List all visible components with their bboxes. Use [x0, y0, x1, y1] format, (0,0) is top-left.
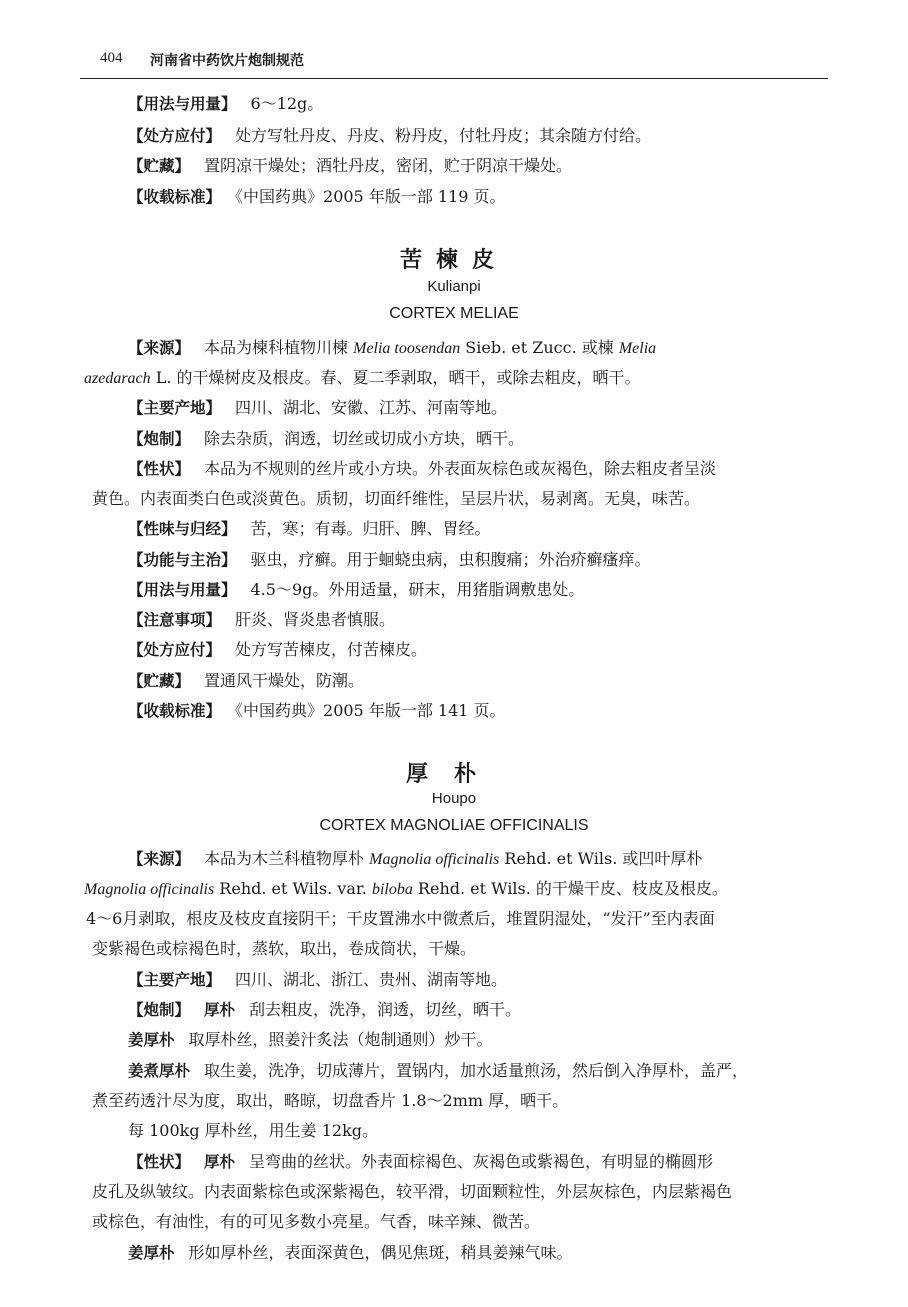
kulianpi-title: 苦楝皮 — [399, 248, 508, 273]
kulianpi-character-cont: 黄色。内表面类白色或淡黄色。质韧，切面纤维性，呈层片状，易剥离。无臭，味苦。 — [92, 489, 701, 508]
latin-epithet: azedarach — [84, 370, 151, 387]
kulianpi-processing — [128, 428, 828, 450]
kulianpi-prescription-text: 处方写苦楝皮，付苦楝皮。 — [235, 640, 428, 659]
kulianpi-function-text: 驱虫，疗癣。用于蛔蛲虫病，虫积腹痛；外治疥癣瘙痒。 — [250, 550, 651, 569]
kulianpi-source-text: Sieb. et Zucc. 或楝 — [460, 338, 619, 357]
kulianpi-caution-text: 肝炎、肾炎患者慎服。 — [235, 610, 396, 629]
kulianpi-standard-text: 《中国药典》2005 年版一部 141 页。 — [235, 701, 506, 720]
ginger-houpo-processing — [128, 1029, 828, 1051]
houpo-title: 厚朴 — [405, 762, 502, 787]
kulianpi-pinyin: Kulianpi — [427, 278, 481, 295]
prev-standard-text: 《中国药典》2005 年版一部 119 页。 — [235, 187, 506, 206]
kulianpi-caution — [128, 609, 828, 631]
houpo-pinyin: Houpo — [431, 790, 477, 807]
kulianpi-usage-text: 4.5～9g。外用适量，研末，用猪脂调敷患处。 — [250, 580, 585, 599]
kulianpi-source-label: 【来源】 — [128, 339, 191, 357]
houpo-source-text: 本品为木兰科植物厚朴 — [204, 849, 370, 868]
prev-prescription — [128, 125, 828, 147]
houpo-source-cont — [84, 878, 784, 901]
prev-usage-text: 6～12g。 — [250, 94, 324, 113]
prev-usage-label: 【用法与用量】 — [128, 95, 237, 113]
houpo-character — [128, 1151, 828, 1173]
latin-genus: Melia — [618, 340, 657, 357]
kulianpi-prescription-label: 【处方应付】 — [128, 641, 222, 659]
houpo-character-cont: 或棕色，有油性，有的可见多数小亮星。气香，味辛辣、微苦。 — [92, 1212, 541, 1231]
book-title: 河南省中药饮片炮制规范 — [150, 53, 304, 69]
houpo-source-cont: 变紫褐色或棕褐色时，蒸软，取出，卷成筒状，干燥。 — [92, 939, 477, 958]
kulianpi-standard-label: 【收载标准】 — [128, 702, 222, 720]
prev-storage-text: 置阴凉干燥处；酒牡丹皮，密闭，贮于阴凉干燥处。 — [204, 156, 573, 175]
houpo-origin-label: 【主要产地】 — [128, 971, 222, 989]
houpo-source-label: 【来源】 — [128, 850, 191, 868]
ginger-houpo-character-text: 形如厚朴丝，表面深黄色，偶见焦斑，稍具姜辣气味。 — [188, 1243, 573, 1262]
kulianpi-character — [128, 458, 828, 480]
houpo-processing — [128, 999, 828, 1021]
kulianpi-caution-label: 【注意事项】 — [128, 611, 222, 629]
houpo-character-text: 呈弯曲的丝状。外表面棕褐色、灰褐色或紫褐色，有明显的椭圆形 — [249, 1152, 714, 1171]
houpo-source-text: Rehd. et Wils. 或凹叶厚朴 — [499, 849, 703, 868]
latin-variety: biloba — [371, 881, 413, 898]
ginger-houpo-text: 取厚朴丝，照姜汁炙法（炮制通则）炒干。 — [188, 1030, 493, 1049]
kulianpi-origin-text: 四川、湖北、安徽、江苏、河南等地。 — [235, 398, 508, 417]
page-header — [80, 48, 828, 79]
prev-prescription-text: 处方写牡丹皮、丹皮、粉丹皮，付牡丹皮；其余随方付给。 — [235, 126, 652, 145]
kulianpi-nature-label: 【性味与归经】 — [128, 520, 237, 538]
ginger-houpo-sublabel: 姜厚朴 — [128, 1244, 175, 1262]
houpo-character-label: 【性状】 — [128, 1153, 191, 1171]
kulianpi-storage-label: 【贮藏】 — [128, 672, 191, 690]
kulianpi-usage — [128, 579, 828, 601]
ginger-houpo-sublabel: 姜厚朴 — [128, 1031, 175, 1049]
boiled-houpo-cont: 煮至药透汁尽为度，取出，略晾，切盘香片 1.8～2mm 厚，晒干。 — [92, 1091, 569, 1110]
kulianpi-origin — [128, 397, 828, 419]
houpo-character-cont: 皮孔及纵皱纹。内表面紫棕色或深紫褐色，较平滑，切面颗粒性，外层灰棕色，内层紫褐色 — [92, 1182, 733, 1201]
houpo-source-cont: 4～6月剥取，根皮及枝皮直接阴干；干皮置沸水中微煮后，堆置阴湿处，“发汗”至内表面 — [86, 909, 715, 928]
latin-species: Melia toosendan — [353, 340, 461, 357]
kulianpi-function — [128, 549, 828, 571]
prev-storage-label: 【贮藏】 — [128, 157, 191, 175]
kulianpi-storage-text: 置通风干燥处，防潮。 — [204, 671, 365, 690]
latin-species: Magnolia officinalis — [369, 851, 500, 868]
prev-usage — [128, 93, 828, 115]
kulianpi-source-text: 本品为楝科植物川楝 — [204, 338, 354, 357]
prev-prescription-label: 【处方应付】 — [128, 127, 222, 145]
latin-species: Magnolia officinalis — [84, 881, 215, 898]
kulianpi-character-text: 本品为不规则的丝片或小方块。外表面灰棕色或灰褐色，除去粗皮者呈淡 — [204, 459, 717, 478]
kulianpi-character-label: 【性状】 — [128, 460, 191, 478]
kulianpi-origin-label: 【主要产地】 — [128, 399, 222, 417]
prev-storage — [128, 155, 828, 177]
kulianpi-latin-name: CORTEX MELIAE — [389, 305, 519, 322]
ginger-houpo-character — [128, 1242, 828, 1264]
kulianpi-prescription — [128, 639, 828, 661]
houpo-origin-text: 四川、湖北、浙江、贵州、湖南等地。 — [235, 970, 508, 989]
houpo-source-text: Rehd. et Wils. var. — [214, 879, 372, 898]
kulianpi-nature-text: 苦，寒；有毒。归肝、脾、胃经。 — [250, 519, 491, 538]
kulianpi-storage — [128, 670, 828, 692]
kulianpi-source — [128, 337, 828, 360]
houpo-sublabel: 厚朴 — [204, 1001, 236, 1019]
kulianpi-standard — [128, 700, 828, 722]
boiled-houpo-processing — [128, 1060, 828, 1082]
kulianpi-source-text: L. 的干燥树皮及根皮。春、夏二季剥取，晒干，或除去粗皮，晒干。 — [150, 368, 641, 387]
page-number: 404 — [100, 50, 123, 66]
houpo-source-text: Rehd. et Wils. 的干燥干皮、枝皮及根皮。 — [412, 879, 728, 898]
prev-standard — [128, 186, 828, 208]
houpo-source — [128, 848, 828, 871]
prev-standard-label: 【收载标准】 — [128, 188, 222, 206]
kulianpi-processing-label: 【炮制】 — [128, 430, 191, 448]
kulianpi-function-label: 【功能与主治】 — [128, 551, 237, 569]
houpo-latin-name: CORTEX MAGNOLIAE OFFICINALIS — [319, 817, 589, 834]
ginger-ratio: 每 100kg 厚朴丝，用生姜 12kg。 — [128, 1121, 379, 1140]
houpo-sublabel: 厚朴 — [204, 1153, 236, 1171]
boiled-houpo-sublabel: 姜煮厚朴 — [128, 1062, 191, 1080]
houpo-origin — [128, 969, 828, 991]
houpo-processing-label: 【炮制】 — [128, 1001, 191, 1019]
kulianpi-processing-text: 除去杂质，润透，切丝或切成小方块，晒干。 — [204, 429, 525, 448]
boiled-houpo-text: 取生姜，洗净，切成薄片，置锅内，加水适量煎汤，然后倒入净厚朴，盖严， — [204, 1061, 749, 1080]
houpo-processing-text: 刮去粗皮，洗净，润透，切丝，晒干。 — [249, 1000, 522, 1019]
kulianpi-source-cont — [84, 367, 784, 390]
kulianpi-nature — [128, 518, 828, 540]
kulianpi-usage-label: 【用法与用量】 — [128, 581, 237, 599]
